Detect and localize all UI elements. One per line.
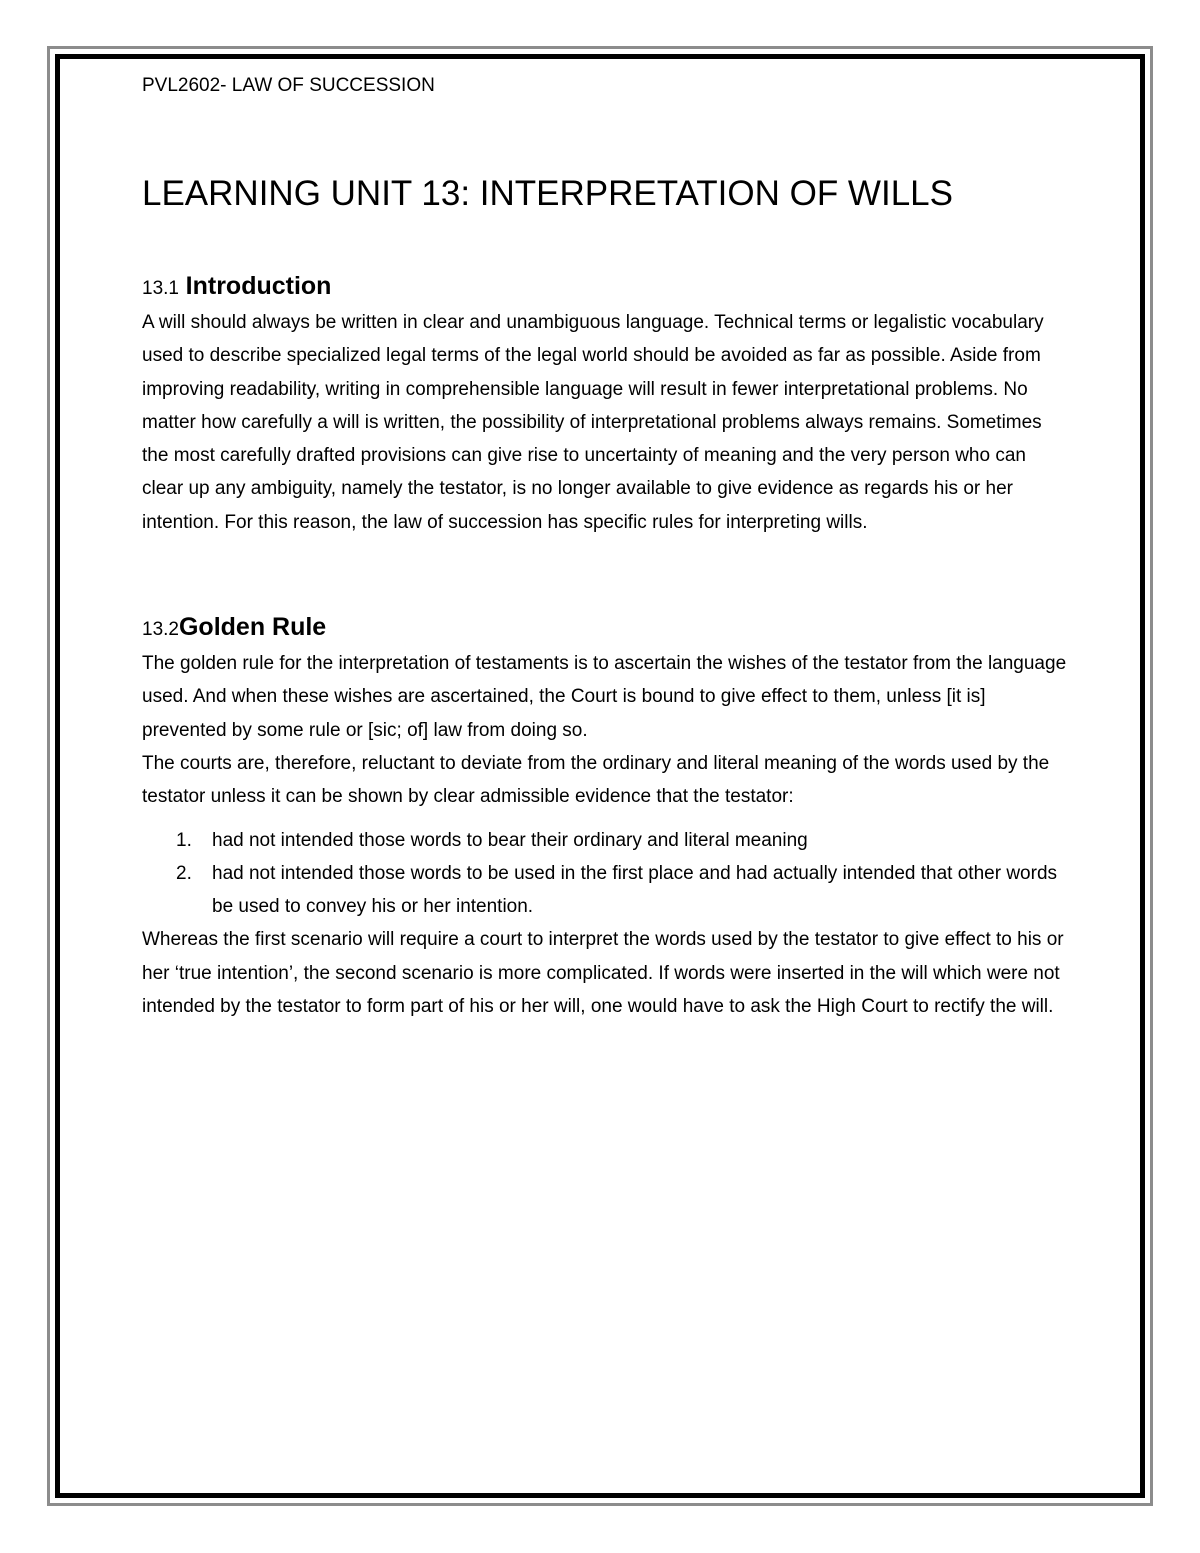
list-marker: 2. [176,862,192,884]
list-item [142,824,1072,857]
page-title: LEARNING UNIT 13: INTERPRETATION OF WILLS [142,174,953,213]
section-number: 13.1 [142,278,179,299]
list-item-text: had not intended those words to be used in the first place and had actually intended that other words be used to convey his or her intention. [212,862,1058,918]
section-heading-introduction [142,269,1072,306]
section-title: Golden Rule [178,613,327,642]
introduction-paragraph: A will should always be written in clear and unambiguous language. Technical terms or legalistic vocabulary used to describe specialized legal terms of the legal world should be avoided as far as possible. Aside from improving readability, writing in comprehensible language will result in fewer interpretational problems. No matter how carefully a will is written, the possibility of interpretational problems always remains. Sometimes the most carefully drafted provisions can give rise to uncertainty of meaning and the very person who can clear up any ambiguity, namely the testator, is no longer available to give evidence as regards his or her intention. For this reason, the law of succession has specific rules for interpreting wills. [142,312,1044,533]
list-marker: 1. [176,829,192,851]
section-title: Introduction [185,272,332,300]
section-heading-golden-rule [142,610,1072,647]
list-item-text: had not intended those words to bear their ordinary and literal meaning [212,829,808,851]
course-header: PVL2602- LAW OF SUCCESSION [142,75,435,96]
golden-rule-paragraph: The golden rule for the interpretation of testaments is to ascertain the wishes of the testator from the language used. And when these wishes are ascertained, the Court is bound to give effect to them, unless [it is] prevented by some rule or [sic; of] law from doing so. [142,653,1067,741]
conditions-list [142,824,1072,924]
section-number: 13.2 [142,619,179,641]
closing-paragraph: Whereas the first scenario will require a court to interpret the words used by the testator to give effect to his or her ‘true intention’, the second scenario is more complicated. If words were inserted in the will which were not intended by the testator to form part of his or her will, one would have to ask the High Court to rectify the will. [142,929,1064,1018]
courts-paragraph: The courts are, therefore, reluctant to deviate from the ordinary and literal meaning of the words used by the testator unless it can be shown by clear admissible evidence that the testator: [142,752,1050,808]
document-content [142,72,1072,1023]
list-item [142,857,1072,924]
